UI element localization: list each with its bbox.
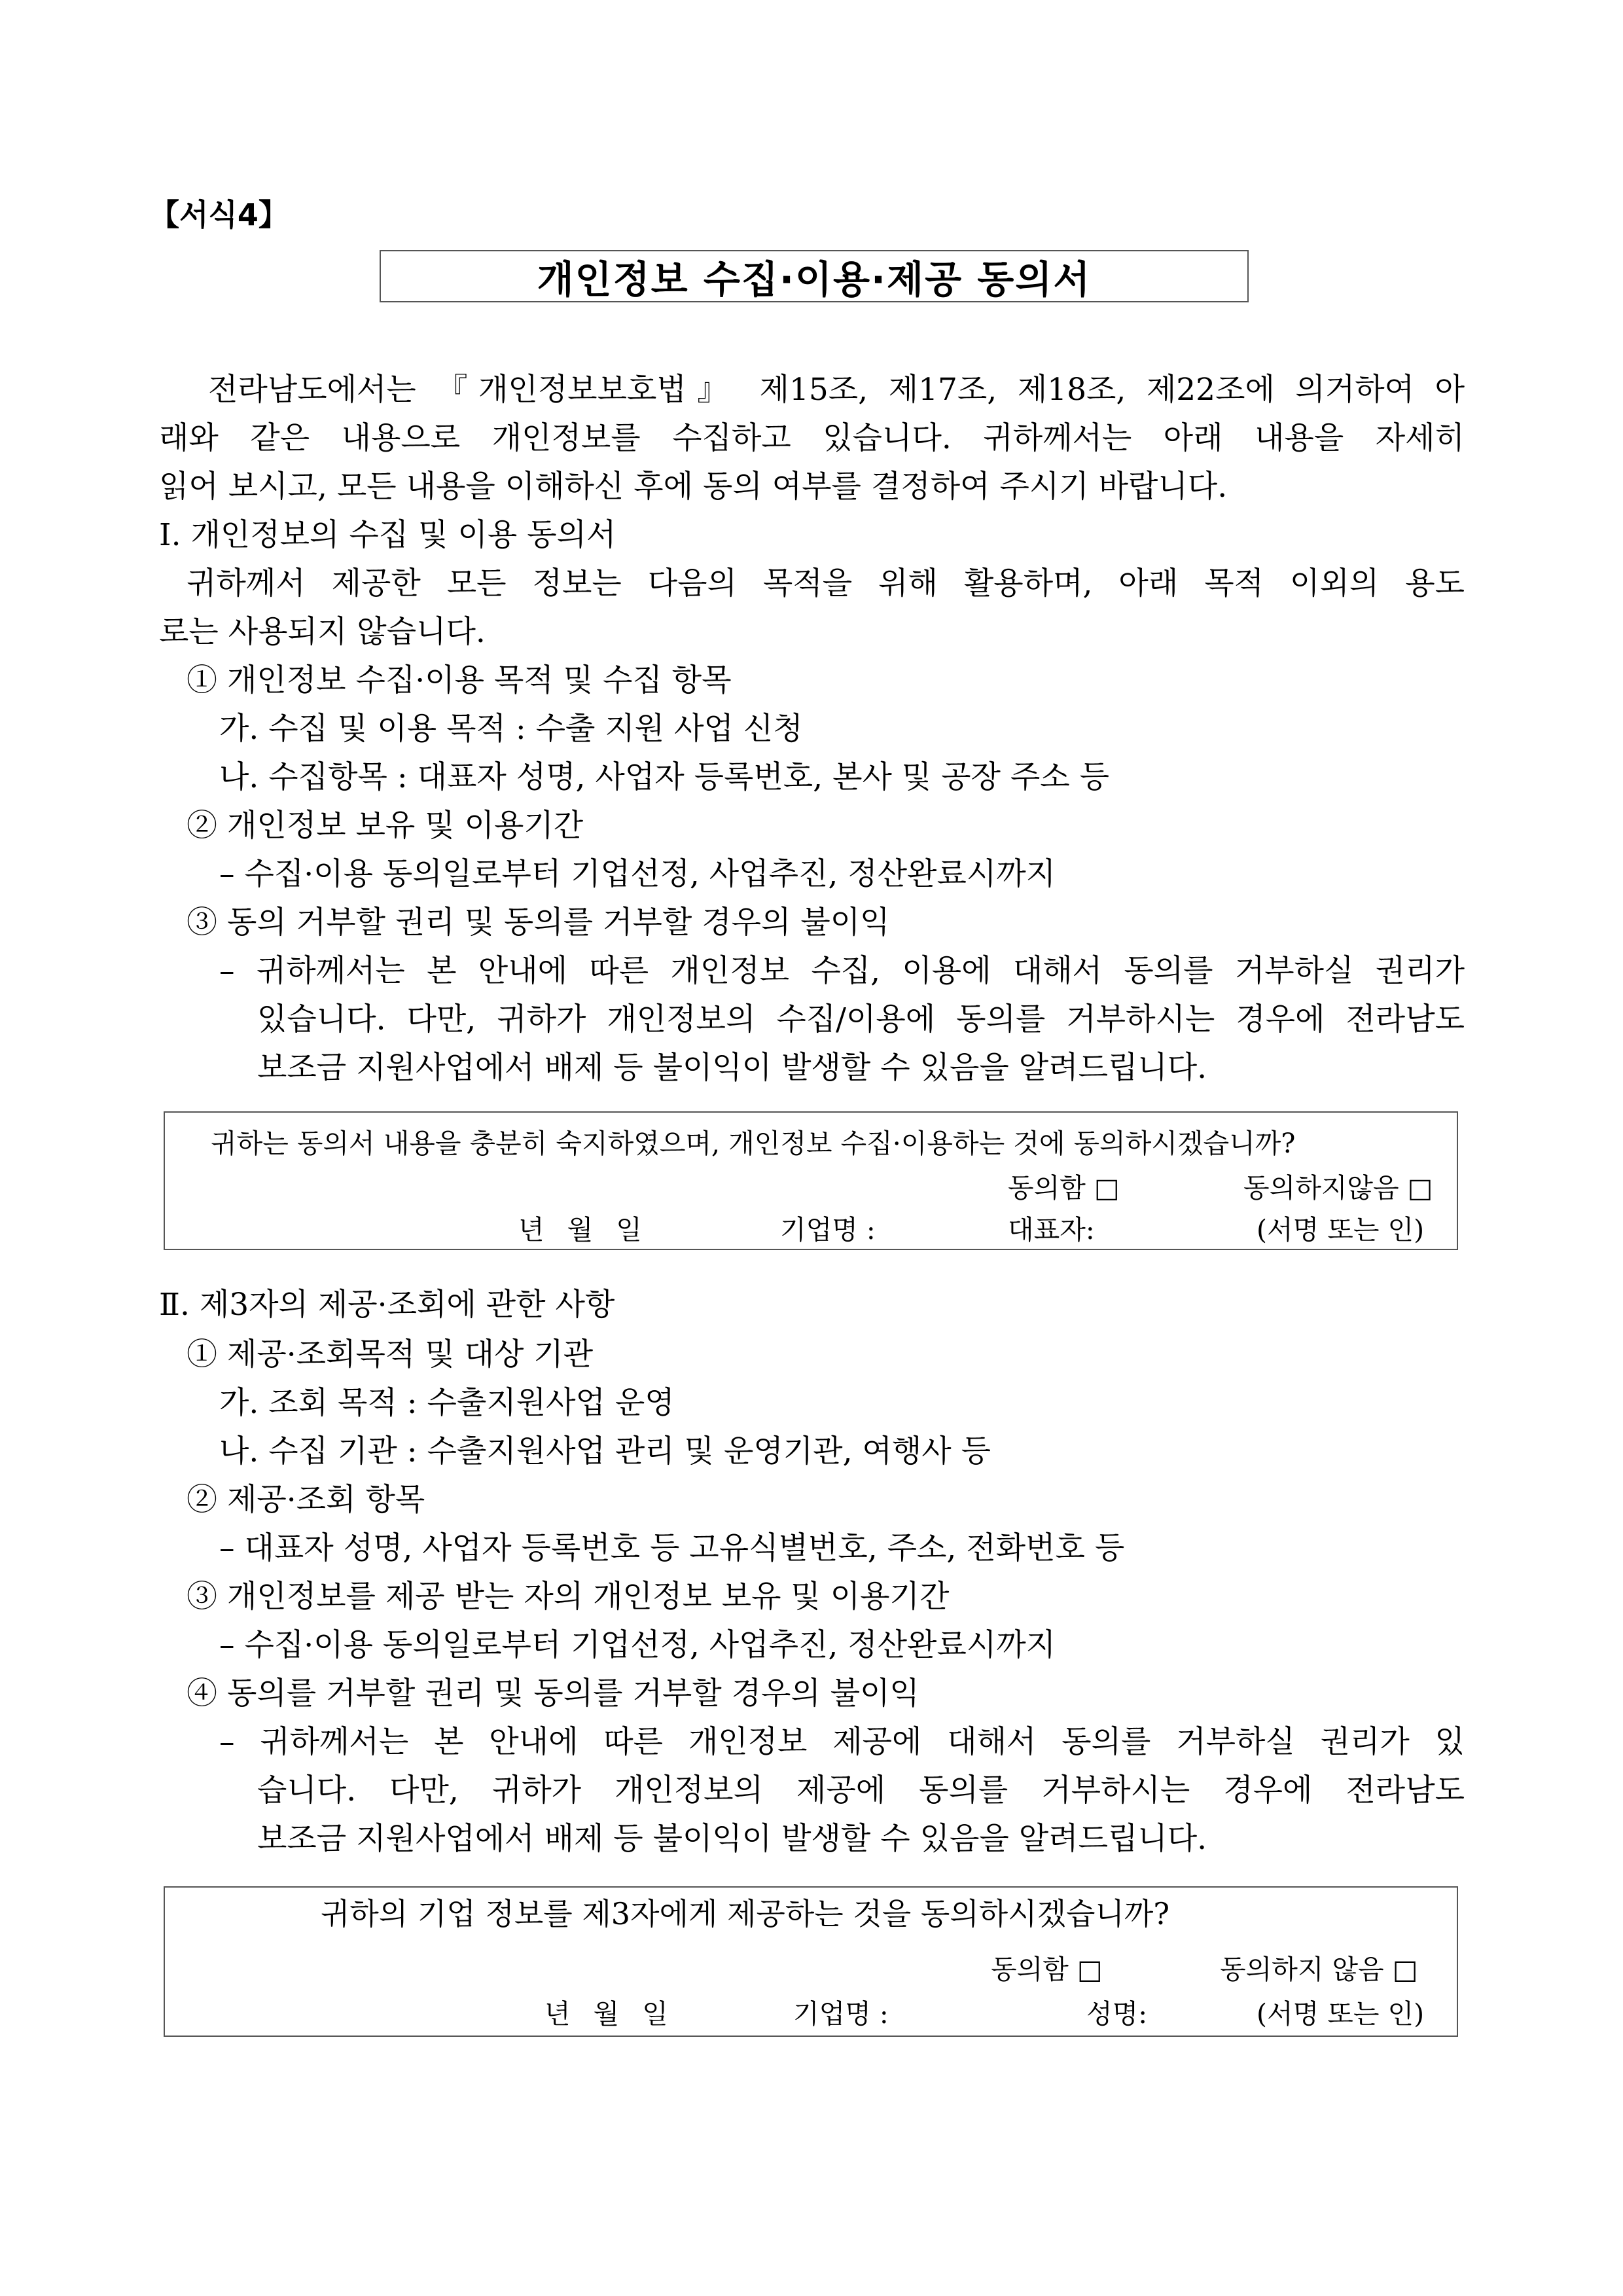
section2-item3-heading: ③ 개인정보를 제공 받는 자의 개인정보 보유 및 이용기간 [187, 1579, 950, 1615]
agree-checkbox[interactable]: 동의함 □ [1008, 1172, 1120, 1204]
date-field[interactable]: 년 월 일 [518, 1214, 642, 1246]
section1-intro-line-2: 로는 사용되지 않습니다. [159, 614, 486, 650]
company-name-field[interactable]: 기업명 : [780, 1214, 876, 1246]
section2-item4-line-3: 보조금 지원사업에서 배제 등 불이익이 발생할 수 있음을 알려드립니다. [257, 1821, 1207, 1857]
representative-field[interactable]: 대표자: [1008, 1214, 1095, 1246]
section1-item2-text: – 수집·이용 동의일로부터 기업선정, 사업추진, 정산완료시까지 [219, 856, 1056, 892]
section2-item4-line-2: 습니다. 다만, 귀하가 개인정보의 제공에 동의를 거부하시는 경우에 전라남도 [257, 1772, 1465, 1808]
section2-item1-purpose: 가. 조회 목적 : 수출지원사업 운영 [219, 1385, 675, 1421]
section1-item3-line-1: – 귀하께서는 본 안내에 따른 개인정보 수집, 이용에 대해서 동의를 거부하실 권리가 [219, 953, 1465, 989]
agree-checkbox[interactable]: 동의함 □ [991, 1954, 1103, 1985]
intro-line-3: 읽어 보시고, 모든 내용을 이해하신 후에 동의 여부를 결정하여 주시기 바랍니다. [159, 469, 1228, 505]
section1-item3-line-3: 보조금 지원사업에서 배제 등 불이익이 발생할 수 있음을 알려드립니다. [257, 1050, 1207, 1086]
section2-item2-text: – 대표자 성명, 사업자 등록번호 등 고유식별번호, 주소, 전화번호 등 [219, 1530, 1125, 1566]
section1-item3-heading: ③ 동의 거부할 권리 및 동의를 거부할 경우의 불이익 [187, 905, 890, 941]
section1-item1-purpose: 가. 수집 및 이용 목적 : 수출 지원 사업 신청 [219, 711, 803, 747]
section1-item2-heading: ② 개인정보 보유 및 이용기간 [187, 808, 584, 844]
form-number-label: 【서식4】 [149, 197, 289, 232]
name-field[interactable]: 성명: [1086, 1998, 1148, 2030]
section1-item3-line-2: 있습니다. 다만, 귀하가 개인정보의 수집/이용에 동의를 거부하시는 경우에 전라남도 [257, 1001, 1465, 1037]
consent-question: 귀하는 동의서 내용을 충분히 숙지하였으며, 개인정보 수집·이용하는 것에 동의하시겠습니까? [211, 1128, 1296, 1159]
section2-item4-line-1: – 귀하께서는 본 안내에 따른 개인정보 제공에 대해서 동의를 거부하실 권리가 있 [219, 1724, 1465, 1760]
disagree-checkbox[interactable]: 동의하지 않음 □ [1220, 1954, 1418, 1985]
title-box [380, 250, 1249, 302]
consent-box-third-party [164, 1886, 1458, 2037]
consent-question: 귀하의 기업 정보를 제3자에게 제공하는 것을 동의하시겠습니까? [321, 1896, 1169, 1931]
signature-field[interactable]: (서명 또는 인) [1257, 1214, 1425, 1246]
consent-box-collection [164, 1111, 1458, 1250]
section2-item4-heading: ④ 동의를 거부할 권리 및 동의를 거부할 경우의 불이익 [187, 1676, 919, 1712]
page-title: 개인정보 수집·이용·제공 동의서 [537, 257, 1092, 302]
section1-item1-fields: 나. 수집항목 : 대표자 성명, 사업자 등록번호, 본사 및 공장 주소 등 [219, 759, 1110, 795]
signature-field[interactable]: (서명 또는 인) [1257, 1998, 1425, 2030]
company-name-field[interactable]: 기업명 : [793, 1998, 889, 2030]
section1-item1-heading: ① 개인정보 수집·이용 목적 및 수집 항목 [187, 662, 732, 698]
section2-item1-heading: ① 제공·조회목적 및 대상 기관 [187, 1336, 594, 1372]
section2-heading: Ⅱ. 제3자의 제공·조회에 관한 사항 [159, 1287, 615, 1323]
date-field[interactable]: 년 월 일 [544, 1998, 668, 2030]
intro-line-1: 전라남도에서는 『개인정보보호법』 제15조, 제17조, 제18조, 제22조에 의거하여 아 [208, 372, 1465, 408]
disagree-checkbox[interactable]: 동의하지않음 □ [1243, 1172, 1433, 1204]
section1-intro-line-1: 귀하께서 제공한 모든 정보는 다음의 목적을 위해 활용하며, 아래 목적 이외의 용도 [187, 565, 1465, 601]
section2-item2-heading: ② 제공·조회 항목 [187, 1482, 425, 1518]
intro-line-2: 래와 같은 내용으로 개인정보를 수집하고 있습니다. 귀하께서는 아래 내용을 자세히 [159, 420, 1465, 456]
section1-heading: Ⅰ. 개인정보의 수집 및 이용 동의서 [159, 517, 616, 553]
section2-item1-agency: 나. 수집 기관 : 수출지원사업 관리 및 운영기관, 여행사 등 [219, 1433, 991, 1469]
section2-item3-text: – 수집·이용 동의일로부터 기업선정, 사업추진, 정산완료시까지 [219, 1627, 1056, 1663]
